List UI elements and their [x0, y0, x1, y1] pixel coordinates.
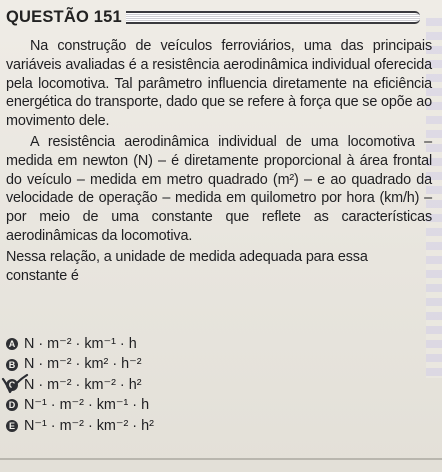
option-e-badge: E — [6, 420, 18, 432]
question-header — [6, 6, 420, 28]
option-b-badge: B — [6, 359, 18, 371]
footer-rule — [0, 458, 442, 460]
header-rule — [126, 11, 420, 24]
option-e[interactable] — [6, 416, 306, 436]
option-c-badge: C — [6, 379, 18, 391]
handwritten-check-mark-icon — [0, 373, 30, 397]
option-a-text: N · m⁻² · km⁻¹ · h — [24, 336, 137, 352]
option-c-text: N · m⁻² · km⁻² · h² — [24, 376, 142, 393]
paragraph-prompt: Nessa relação, a unidade de medida adequada para essa constante é — [6, 248, 368, 284]
question-body — [6, 37, 432, 285]
question-title: QUESTÃO 151 — [6, 7, 122, 26]
option-a[interactable] — [6, 334, 306, 354]
option-c[interactable] — [6, 375, 306, 395]
option-a-badge: A — [6, 338, 18, 350]
option-b-text: N · m⁻² · km² · h⁻² — [24, 356, 142, 373]
paragraph-definition: A resistência aerodinâmica individual de uma locomotiva – medida em newton (N) – é diretamente proporcional à área frontal do veículo – medida em metro quadrado (m²) – e ao quadrado da velocidade de operação – medida em quilometro por hora (km/h) – por meio de uma constante que reflete as características aerodinâmicas da locomotiva. — [6, 133, 432, 244]
answer-options — [6, 334, 306, 436]
option-d[interactable] — [6, 395, 306, 415]
option-d-text: N⁻¹ · m⁻² · km⁻¹ · h — [24, 397, 150, 414]
option-b[interactable] — [6, 354, 306, 374]
option-e-text: N⁻¹ · m⁻² · km⁻² · h² — [24, 417, 154, 434]
paragraph-context: Na construção de veículos ferroviários, uma das principais variáveis avaliadas é a resistência aerodinâmica individual oferecida pela locomotiva. Tal parâmetro influencia diretamente na eficiência energética do transporte, dado que se refere à força que se opõe ao movimento dele. — [6, 38, 432, 130]
option-d-badge: D — [6, 399, 18, 411]
